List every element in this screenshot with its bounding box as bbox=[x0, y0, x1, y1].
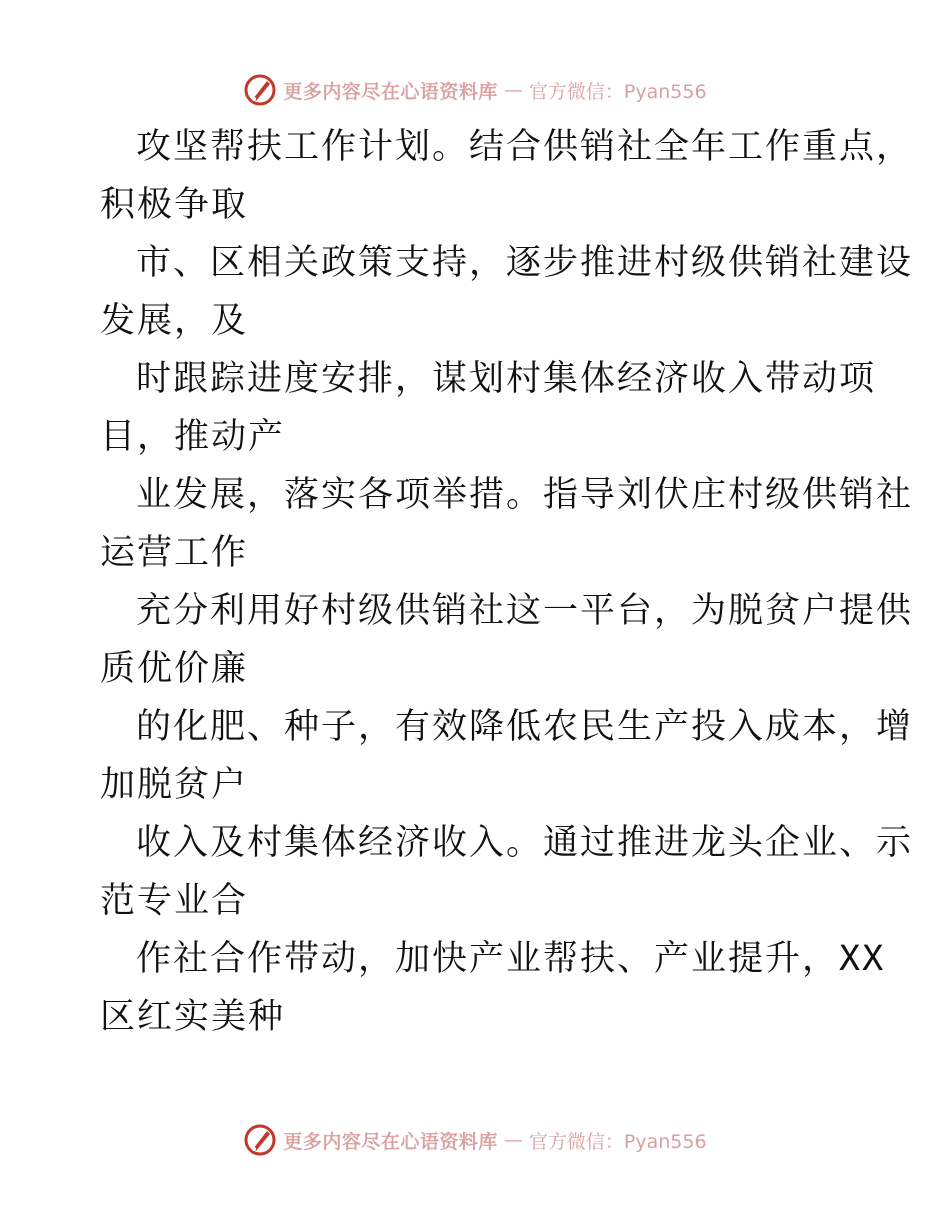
body-line: 运营工作 bbox=[100, 533, 249, 573]
footer-watermark-banner bbox=[0, 1120, 950, 1160]
body-line: 市、区相关政策支持，逐步推进村级供销社建设 bbox=[136, 243, 914, 283]
document-body bbox=[100, 118, 914, 1046]
watermark-separator: — bbox=[503, 1129, 523, 1151]
body-line: 加脱贫户 bbox=[100, 765, 249, 805]
pen-logo-icon bbox=[243, 1123, 277, 1157]
body-line: 目，推动产 bbox=[100, 417, 286, 457]
body-line: 充分利用好村级供销社这一平台，为脱贫户提供 bbox=[136, 591, 914, 631]
watermark-wechat-text: 官方微信：Pyan556 bbox=[528, 1130, 707, 1153]
body-line: 时跟踪进度安排，谋划村集体经济收入带动项 bbox=[136, 359, 877, 399]
body-line: 作社合作带动，加快产业帮扶、产业提升，XX bbox=[136, 939, 886, 979]
watermark-separator: — bbox=[503, 79, 523, 101]
body-line: 质优价廉 bbox=[100, 649, 249, 689]
body-line: 范专业合 bbox=[100, 881, 249, 921]
body-line: 发展，及 bbox=[100, 301, 249, 341]
body-line: 区红实美种 bbox=[100, 997, 286, 1037]
body-line: 攻坚帮扶工作计划。结合供销社全年工作重点， bbox=[136, 127, 914, 167]
header-watermark-banner bbox=[0, 70, 950, 110]
body-line: 积极争取 bbox=[100, 185, 249, 225]
pen-logo-icon bbox=[243, 73, 277, 107]
body-line: 的化肥、种子，有效降低农民生产投入成本，增 bbox=[136, 707, 914, 747]
watermark-wechat-text: 官方微信：Pyan556 bbox=[528, 80, 707, 103]
body-line: 业发展，落实各项举措。指导刘伏庄村级供销社 bbox=[136, 475, 914, 515]
body-line: 收入及村集体经济收入。通过推进龙头企业、示 bbox=[136, 823, 914, 863]
watermark-brand-text: 更多内容尽在心语资料库 bbox=[283, 1130, 498, 1153]
watermark-brand-text: 更多内容尽在心语资料库 bbox=[283, 80, 498, 103]
